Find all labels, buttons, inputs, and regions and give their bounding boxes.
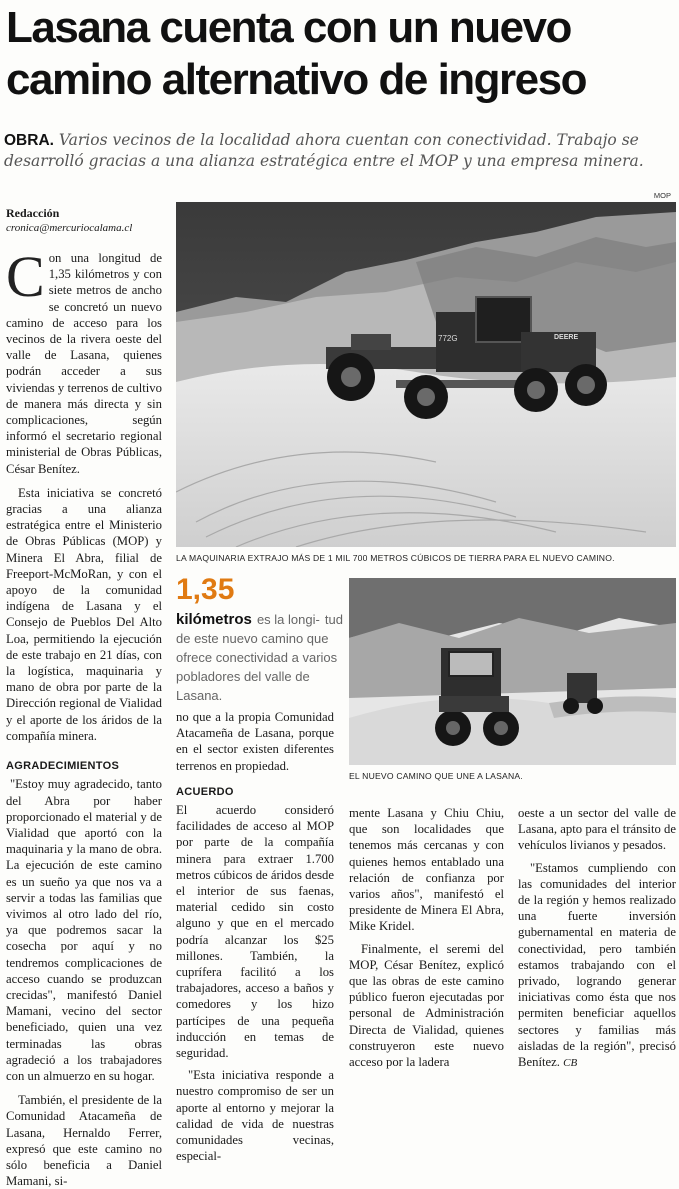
column-2 (176, 709, 334, 1164)
grader-photo-illustration (176, 202, 676, 547)
deck-text: Varios vecinos de la localidad ahora cuentan con conectividad. Trabajo se desarrolló gracias a una alianza estratégica entre el MOP y una empresa minera. (4, 131, 644, 170)
stat-box (176, 573, 344, 704)
subheading-acuerdo: ACUERDO (176, 785, 234, 798)
machine-number-label: 772G (438, 334, 458, 343)
deck-kicker: OBRA. (4, 132, 54, 149)
col1-paragraph-1: on una longitud de 1,35 kilómetros y con siete metros de ancho se concretó un nuevo camino de acceso para los vecinos de la rivera oeste del valle de Lasana, quienes podrán acceder a sus viviendas y terrenos de cultivo de manera más directa y sin complicaciones, según informó el secretario regional ministerial de Obras Públicas, César Benítez. (6, 251, 162, 476)
column-1 (6, 244, 162, 1189)
small-photo-caption: EL NUEVO CAMINO QUE UNE A LASANA. (349, 771, 523, 781)
subheading-agradecimientos: AGRADECIMIENTOS (6, 760, 120, 773)
col1-paragraph-3: "Estoy muy agradecido, tanto del Abra por haber proporcionado el material y de Vialidad que aportó con la maquinaria y la mano de obra. La ejecución de este camino es un sueño ya que nos va a servir a todas las familias que vivimos al otro lado del río, ya que podremos sacar la cosecha por aquí y no tendremos complicaciones de acceso cuando se produzcan crecidas", manifestó Daniel Mamani, vecino del sector beneficiado, quien una vez terminadas las obras agradeció a los trabajadores con un almuerzo en su hogar. (6, 777, 162, 1083)
col1-paragraph-2: Esta iniciativa se concretó gracias a una alianza estratégica entre el Ministerio de Obras Públicas (MOP) y Minera El Abra, filial de Freeport-McMoRan, y con el apoyo de la comunidad indígena de Lasana y el Consejo de Pueblos Del Alto Loa, permitiendo la ejecución de este trabajo en 21 días, con la logística, maquinaria y mano de obra por parte de la Dirección regional de Vialidad y el aporte de los áridos de la compañía minera. (6, 485, 162, 743)
col2-paragraph-2: El acuerdo consideró facilidades de acceso al MOP por parte de la compañía minera para extraer 1.700 metros cúbicos de áridos desde el interior de sus faenas, material cedido sin costo alguno y que en el mercado podría alcanzar los $25 millones. También, la cuprífera facilitó a los trabajadores, acceso a baños y comedores y los hizo partícipes de una pequeña inducción en temas de seguridad. (176, 803, 334, 1061)
col3-paragraph-2: Finalmente, el seremi del MOP, César Benítez, explicó que las obras de este camino público fueron ejecutadas por personal de Administración Directa de Vialidad, quienes construyeron este nuevo acceso por la ladera (349, 941, 504, 1070)
col3-paragraph-1: mente Lasana y Chiu Chiu, que son localidades que tenemos más cercanas y con quienes hemos entablado una relación de confianza por varios años", manifestó el presidente de Minera El Abra, Mike Kridel. (349, 806, 504, 934)
road-photo-illustration (349, 578, 676, 765)
photo-credit: MOP (653, 191, 671, 200)
col4-paragraph-2-text: "Estamos cumpliendo con las comunidades del interior de la región y hemos realizado una fuerte inversión gubernamental en materia de conectividad, pero también estamos trabajando con el privado, logrando generar iniciativas como ésta que nos permiten beneficiar aquellos sectores y familias más aisladas de la región", precisó Benítez. (518, 860, 676, 1070)
column-3 (349, 805, 504, 1070)
main-photo (176, 202, 676, 547)
deck (4, 130, 676, 172)
stat-text-2: tud de este nuevo camino que ofrece conectividad a varios pobladores del valle de Lasana. (176, 612, 343, 703)
end-mark: CB (563, 1057, 578, 1070)
column-4 (518, 805, 676, 1071)
col4-paragraph-1: oeste a un sector del valle de Lasana, apto para el tránsito de vehículos livianos y pesados. (518, 806, 676, 853)
stat-unit: kilómetros (176, 611, 252, 628)
small-photo (349, 578, 676, 765)
dropcap: C (6, 244, 45, 309)
col4-paragraph-2 (518, 860, 676, 1072)
byline-name: Redacción (6, 206, 60, 220)
main-photo-caption: LA MAQUINARIA EXTRAJO MÁS DE 1 MIL 700 METROS CÚBICOS DE TIERRA PARA EL NUEVO CAMINO. (176, 553, 615, 563)
col2-paragraph-1: no que a la propia Comunidad Atacameña de Lasana, porque en el sector existen diferentes terrenos en propiedad. (176, 710, 334, 773)
headline: Lasana cuenta con un nuevo camino alternativo de ingreso (6, 3, 586, 104)
stat-number: 1,35 (176, 573, 235, 606)
machine-brand-label: DEERE (554, 334, 579, 341)
col1-paragraph-4: También, el presidente de la Comunidad Atacameña de Lasana, Hernaldo Ferrer, expresó que este camino no sólo beneficia a Daniel Mamani, si- (6, 1093, 162, 1189)
byline-email[interactable]: cronica@mercuriocalama.cl (6, 222, 133, 234)
stat-text-1: es la longi- (256, 612, 320, 627)
col2-paragraph-3: "Esta iniciativa responde a nuestro compromiso de ser un aporte al entorno y mejorar la calidad de vida de nuestras comunidades vecinas, especial- (176, 1068, 334, 1164)
